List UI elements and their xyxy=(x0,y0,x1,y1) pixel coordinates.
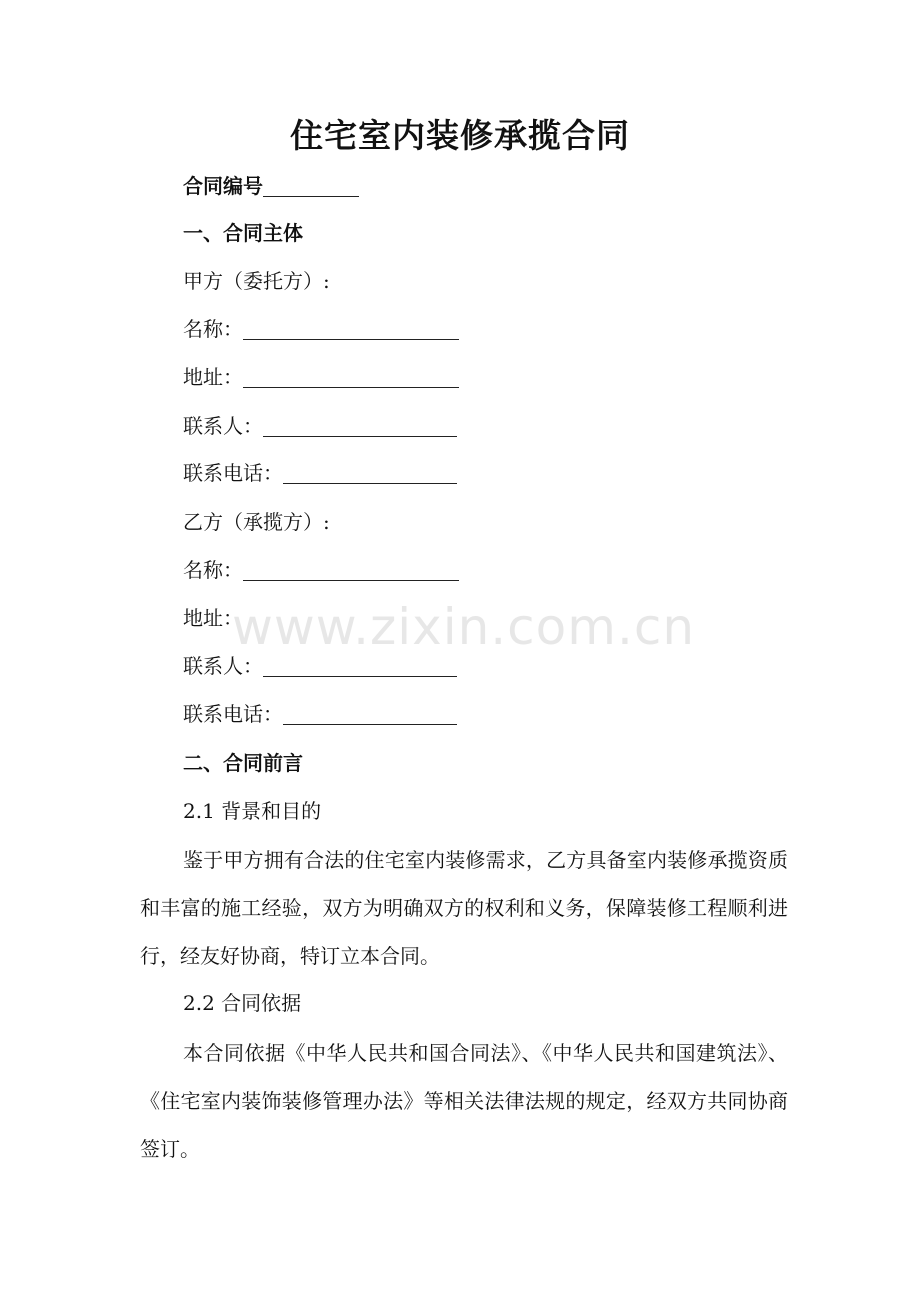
party-a-phone-label: 联系电话： xyxy=(183,461,283,485)
party-b-phone-line xyxy=(183,697,457,731)
document-title: 住宅室内装修承揽合同 xyxy=(290,116,630,155)
party-a-phone-line xyxy=(183,456,457,490)
section2-1-heading: 2.1 背景和目的 xyxy=(183,799,322,823)
contract-number-line xyxy=(183,169,359,203)
party-a-contact-blank[interactable] xyxy=(263,412,457,437)
party-a-name-line xyxy=(183,312,459,346)
watermark: www.zixin.com.cn xyxy=(232,598,696,656)
party-b-phone-label: 联系电话： xyxy=(183,702,283,726)
section2-heading: 二、合同前言 xyxy=(183,751,303,775)
party-a-address-label: 地址： xyxy=(183,365,243,389)
party-b-name-label: 名称： xyxy=(183,558,243,582)
party-a-contact-line xyxy=(183,409,457,443)
party-a-contact-label: 联系人： xyxy=(183,414,263,438)
party-a-address-line xyxy=(183,360,459,394)
party-a-name-label: 名称： xyxy=(183,317,243,341)
party-a-phone-blank[interactable] xyxy=(283,459,457,484)
section1-heading: 一、合同主体 xyxy=(183,221,303,245)
party-a-address-blank[interactable] xyxy=(243,363,459,388)
party-b-name-blank[interactable] xyxy=(243,556,459,581)
party-b-name-line xyxy=(183,553,459,587)
party-b-contact-label: 联系人： xyxy=(183,654,263,678)
party-a-heading: 甲方（委托方）: xyxy=(183,269,330,293)
contract-number-blank[interactable] xyxy=(263,172,359,197)
section2-1-body: 鉴于甲方拥有合法的住宅室内装修需求，乙方具备室内装修承揽资质和丰富的施工经验，双方为明确双方的权利和义务，保障装修工程顺利进行，经友好协商，特订立本合同。 xyxy=(140,848,788,968)
section2-2-body: 本合同依据《中华人民共和国合同法》、《中华人民共和国建筑法》、《住宅室内装饰装修管理办法》等相关法律法规的规定，经双方共同协商签订。 xyxy=(140,1041,788,1161)
party-b-phone-blank[interactable] xyxy=(283,700,457,725)
party-b-heading: 乙方（承揽方）: xyxy=(183,510,330,534)
party-a-name-blank[interactable] xyxy=(243,315,459,340)
party-b-address-label: 地址： xyxy=(183,606,243,630)
contract-number-label: 合同编号 xyxy=(183,174,263,198)
section2-2-heading: 2.2 合同依据 xyxy=(183,991,302,1015)
